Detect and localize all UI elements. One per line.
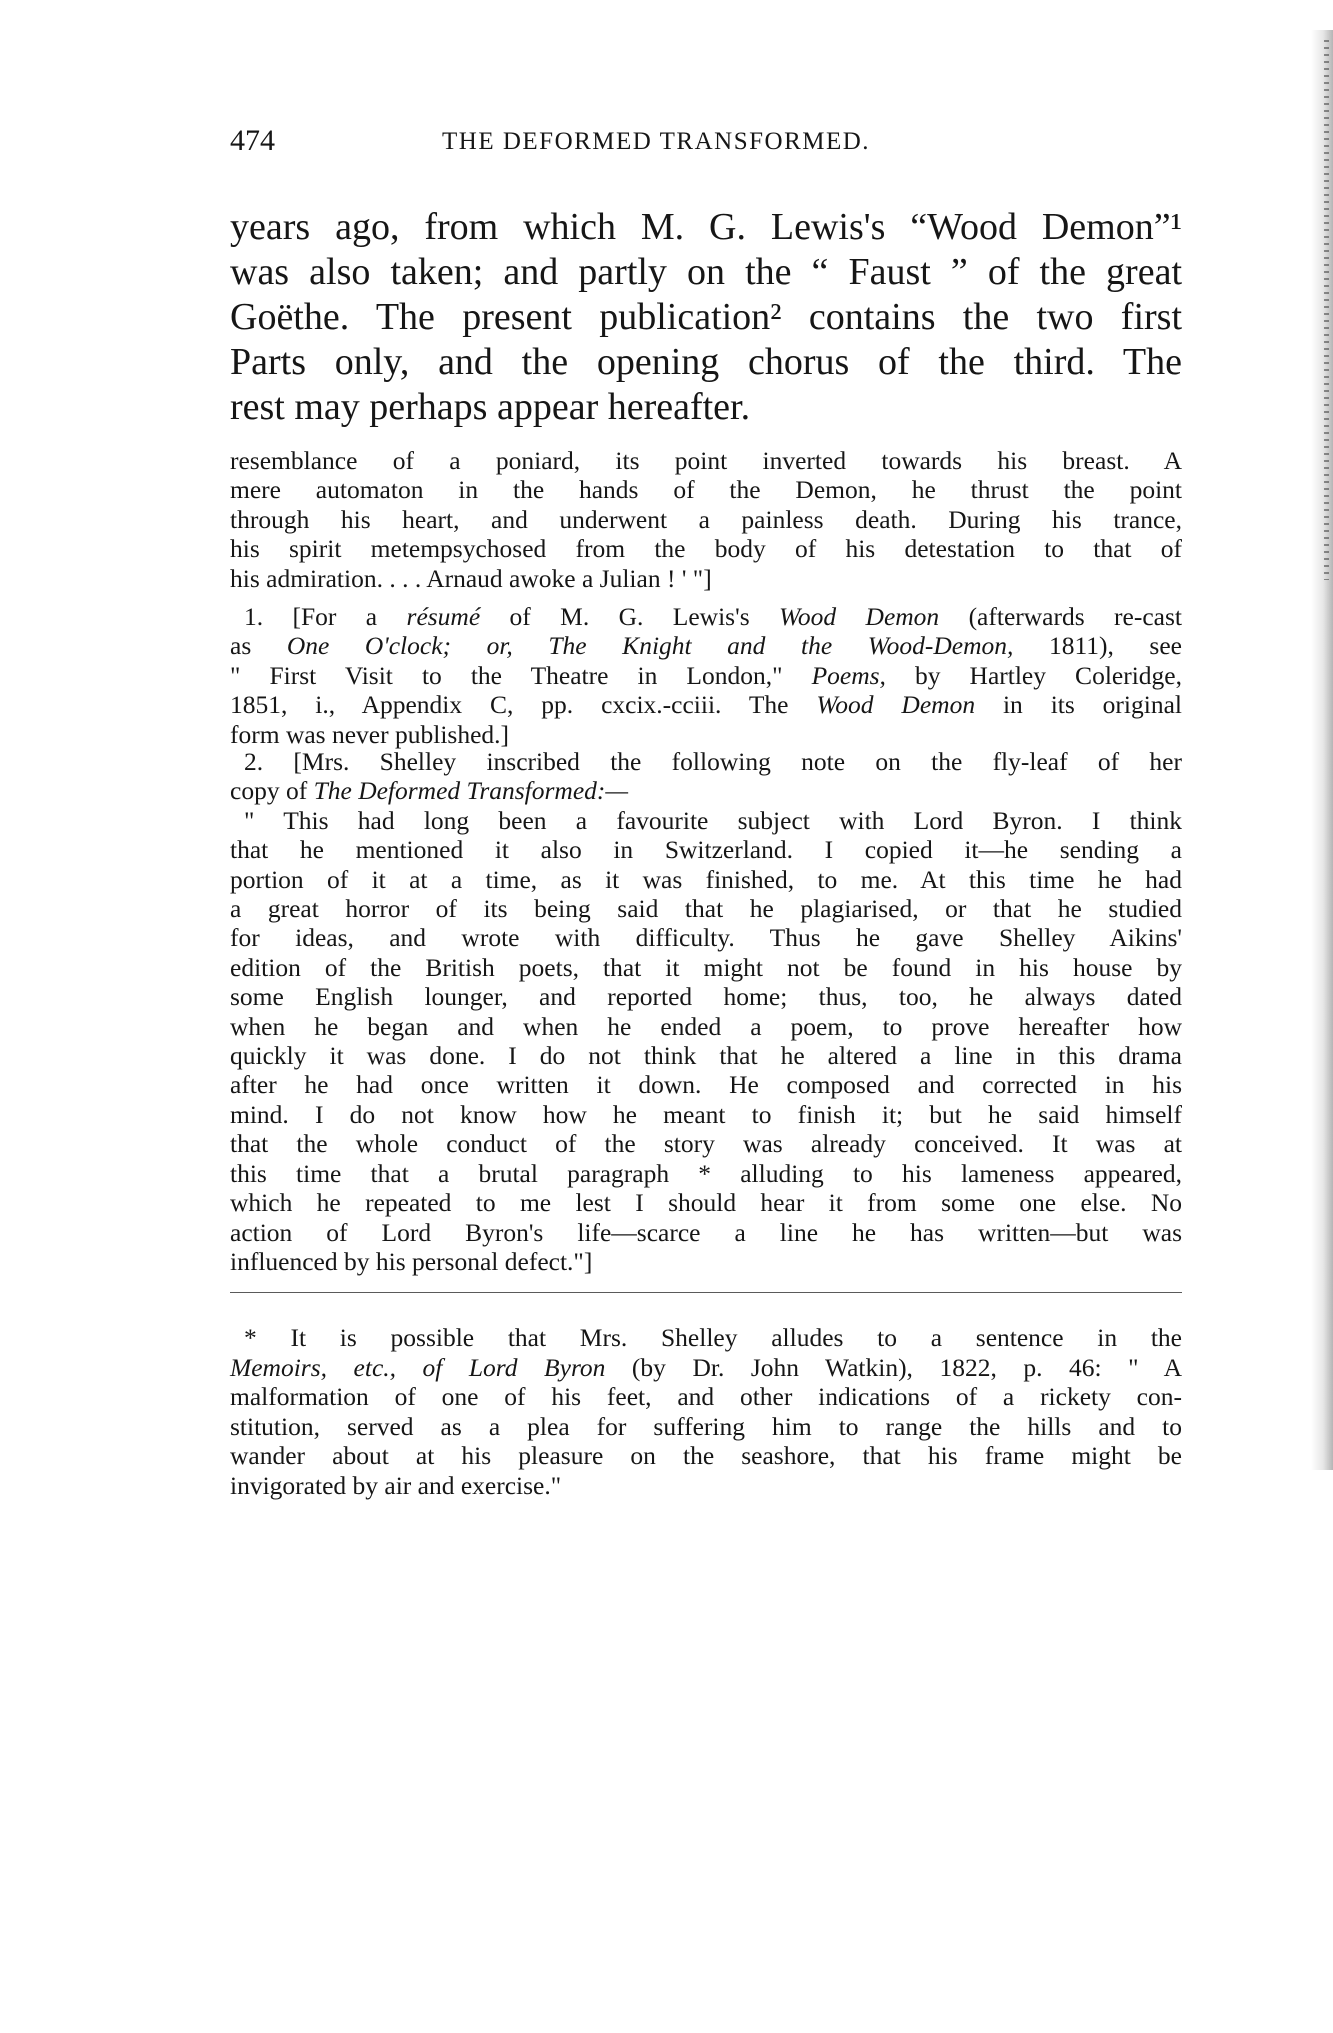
- footnote-line: edition of the British poets, that it might not be found in his house by: [230, 952, 1182, 982]
- main-text-line: rest may perhaps appear hereafter.: [230, 386, 751, 428]
- footnote-line: when he began and when he ended a poem, to prove hereafter how: [230, 1011, 1182, 1041]
- footnote-italic: One O'clock; or, The Knight and the Wood-Demon,: [286, 631, 1014, 661]
- footnote-line: influenced by his personal defect."]: [230, 1246, 593, 1276]
- footnote-2: [230, 747, 1182, 1276]
- footnote-line: mere automaton in the hands of the Demon, he thrust the point: [230, 475, 1182, 505]
- footnote-divider: [230, 1292, 1182, 1293]
- footnote-line: [230, 776, 1182, 805]
- footnote-text: 1. [For a: [244, 602, 407, 631]
- footnote-line: malformation of one of his feet, and other indications of a rickety con-: [230, 1382, 1182, 1412]
- footnote-continued: [230, 446, 1182, 593]
- footnote-text: " First Visit to the Theatre in London,": [230, 660, 812, 690]
- footnote-line: after he had once written it down. He composed and corrected in his: [230, 1070, 1182, 1100]
- footnote-line: mind. I do not know how he meant to finish it; but he said himself: [230, 1099, 1182, 1129]
- star-footnote: [230, 1323, 1182, 1501]
- footnote-line: a great horror of its being said that he plagiarised, or that he studied: [230, 894, 1182, 924]
- footnote-line: that he mentioned it also in Switzerland. I copied it—he sending a: [230, 835, 1182, 865]
- footnote-text: in its original: [975, 690, 1182, 720]
- footnote-line: " This had long been a favourite subject with Lord Byron. I think: [244, 805, 1182, 835]
- main-text-line: Parts only, and the opening chorus of the third. The: [230, 341, 1182, 383]
- page-number: 474: [230, 124, 275, 157]
- footnote-line: through his heart, and underwent a painless death. During his trance,: [230, 504, 1182, 534]
- footnote-line: [230, 661, 1182, 690]
- footnote-line: which he repeated to me lest I should hear it from some one else. No: [230, 1188, 1182, 1218]
- footnote-italic: Poems,: [811, 660, 886, 690]
- footnote-line: 2. [Mrs. Shelley inscribed the following note on the fly-leaf of her: [244, 747, 1182, 776]
- footnote-line: his admiration. . . . Arnaud awoke a Julian ! ' "]: [230, 563, 712, 593]
- footnote-text: (by Dr. John Watkin), 1822, p. 46: " A: [605, 1352, 1182, 1382]
- footnote-text: (afterwards re-cast: [939, 602, 1182, 631]
- footnote-line: * It is possible that Mrs. Shelley alludes to a sentence in the: [244, 1323, 1182, 1352]
- footnote-line: this time that a brutal paragraph * alluding to his lameness appeared,: [230, 1158, 1182, 1188]
- footnote-line: [230, 631, 1182, 660]
- running-head: [230, 124, 1182, 158]
- running-title: THE DEFORMED TRANSFORMED.: [442, 128, 871, 155]
- footnote-text: by Hartley Coleridge,: [885, 660, 1182, 690]
- main-text-line: was also taken; and partly on the “ Faust ” of the great: [230, 251, 1182, 293]
- footnote-line: that the whole conduct of the story was already conceived. It was at: [230, 1129, 1182, 1159]
- footnote-line: for ideas, and wrote with difficulty. Thus he gave Shelley Aikins': [230, 923, 1182, 953]
- footnote-line: invigorated by air and exercise.": [230, 1470, 562, 1500]
- footnote-line: wander about at his pleasure on the seashore, that his frame might be: [230, 1441, 1182, 1471]
- footnote-1: [230, 602, 1182, 749]
- footnote-line: action of Lord Byron's life—scarce a line he has written—but was: [230, 1217, 1182, 1247]
- footnote-italic: Wood Demon: [816, 690, 976, 720]
- footnote-text: of M. G. Lewis's: [480, 602, 779, 631]
- footnote-line: [230, 1353, 1182, 1383]
- footnote-italic: résumé: [406, 602, 481, 631]
- footnote-line: some English lounger, and reported home; thus, too, he always dated: [230, 982, 1182, 1012]
- footnote-line: portion of it at a time, as it was finished, to me. At this time he had: [230, 864, 1182, 894]
- footnote-line: [230, 690, 1182, 719]
- footnote-italic: Memoirs, etc., of Lord Byron: [230, 1352, 606, 1382]
- scanned-page-edge: [1311, 30, 1333, 1470]
- footnote-text: 1851, i., Appendix C, pp. cxcix.-cciii. The: [230, 690, 817, 720]
- footnote-line: his spirit metempsychosed from the body of his detestation to that of: [230, 534, 1182, 564]
- footnote-line: form was never published.]: [230, 719, 510, 749]
- main-text-line: years ago, from which M. G. Lewis's “Wood Demon”¹: [230, 206, 1182, 248]
- footnote-text: copy of: [230, 776, 314, 806]
- footnote-italic: Wood Demon: [779, 602, 940, 631]
- footnote-line: [230, 602, 1182, 631]
- footnote-italic: The Deformed Transformed:—: [313, 776, 629, 806]
- footnote-line: quickly it was done. I do not think that he altered a line in this drama: [230, 1041, 1182, 1071]
- footnote-line: resemblance of a poniard, its point inverted towards his breast. A: [230, 446, 1182, 475]
- footnote-text: 1811), see: [1013, 631, 1182, 661]
- footnote-line: stitution, served as a plea for suffering him to range the hills and to: [230, 1411, 1182, 1441]
- main-text-line: Goëthe. The present publication² contains the two first: [230, 296, 1182, 338]
- main-text: [230, 205, 1182, 430]
- footnote-text: as: [230, 631, 287, 661]
